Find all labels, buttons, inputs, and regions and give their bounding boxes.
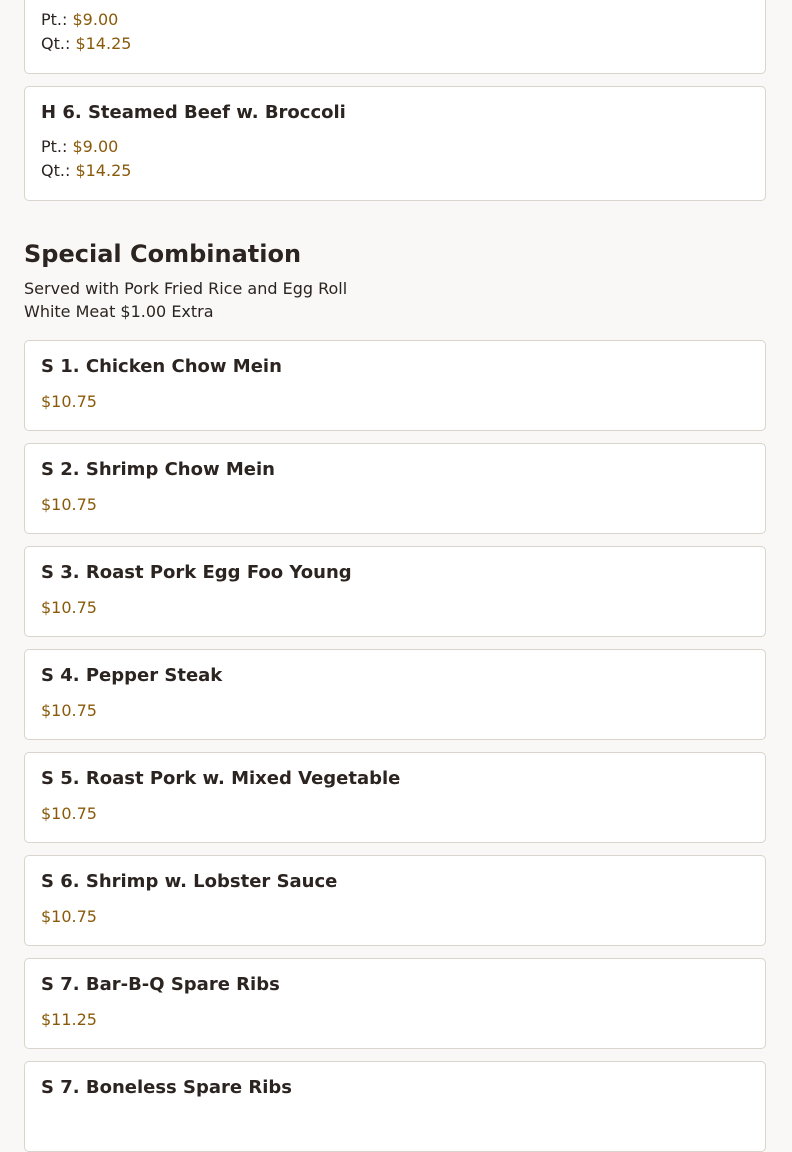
menu-item-card[interactable] [24,546,766,637]
menu-item-card[interactable] [24,752,766,843]
section-note: White Meat $1.00 Extra [24,302,214,321]
item-price: $10.75 [41,598,97,617]
item-name: S 4. Pepper Steak [41,665,223,686]
price-value: $14.25 [75,34,132,53]
menu-item-card[interactable] [24,443,766,534]
menu-item-card[interactable] [24,958,766,1049]
item-price: $10.75 [41,907,97,926]
item-price: $10.75 [41,701,97,720]
item-name: S 7. Boneless Spare Ribs [41,1077,293,1098]
item-name: S 2. Shrimp Chow Mein [41,459,275,480]
section-note: Served with Pork Fried Rice and Egg Roll [24,279,348,298]
price-pint-line [41,10,118,29]
menu-item-card[interactable] [24,86,766,201]
item-name: S 6. Shrimp w. Lobster Sauce [41,871,338,892]
item-price: $10.75 [41,804,97,823]
item-name: S 3. Roast Pork Egg Foo Young [41,562,352,583]
price-quart-line [41,34,131,53]
menu-item-card[interactable] [24,0,766,74]
price-pint-line [41,137,118,156]
price-label: Qt.: [41,34,71,53]
price-label: Pt.: [41,10,68,29]
price-quart-line [41,161,131,180]
price-value: $14.25 [75,161,132,180]
menu-item-card[interactable] [24,1061,766,1152]
item-price: $11.25 [41,1010,97,1029]
price-label: Pt.: [41,137,68,156]
menu-item-card[interactable] [24,855,766,946]
item-name: S 1. Chicken Chow Mein [41,356,282,377]
price-value: $9.00 [72,137,119,156]
price-label: Qt.: [41,161,71,180]
item-name: S 5. Roast Pork w. Mixed Vegetable [41,768,401,789]
price-value: $9.00 [72,10,119,29]
item-price: $10.75 [41,392,97,411]
menu-item-card[interactable] [24,340,766,431]
item-name: H 6. Steamed Beef w. Broccoli [41,102,346,123]
section-title: Special Combination [24,240,302,268]
item-price: $10.75 [41,495,97,514]
item-name: S 7. Bar-B-Q Spare Ribs [41,974,280,995]
menu-item-card[interactable] [24,649,766,740]
